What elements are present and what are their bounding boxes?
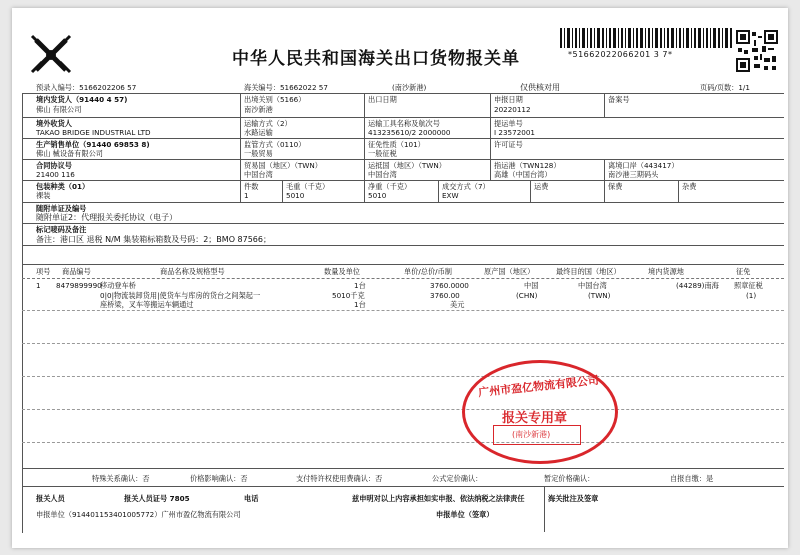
goods-duty-code: (1) [746, 291, 757, 300]
col-rule [604, 180, 605, 202]
page-number: 页码/页数：1/1 [700, 83, 750, 92]
goods-col-qty: 数量及单位 [324, 267, 360, 276]
goods-origin: 中国 [524, 281, 539, 290]
declare-date-label: 申报日期 [494, 95, 523, 104]
transport-mode-value: 水路运输 [244, 128, 273, 137]
verify-note: 仅供核对用 [520, 83, 560, 92]
goods-col-origin: 原产国（地区） [484, 267, 535, 276]
pieces-label: 件数 [244, 182, 259, 191]
temp-price-confirm: 暂定价格确认： [544, 474, 595, 483]
net-weight-label: 净重（千克） [368, 182, 412, 191]
license-label: 许可证号 [494, 140, 523, 149]
trade-country-label: 贸易国（地区）（TWN） [244, 161, 322, 170]
goods-qty-line: 1台 [354, 281, 366, 290]
dest-port-value: 高雄（中国台湾） [494, 170, 552, 179]
col-rule [438, 180, 439, 202]
marks-value: 备注：港口区 退税 N/M 集装箱标箱数及号码：2；BMO 87566； [36, 235, 271, 244]
barcode-text: *51662022066201 3 7* [568, 50, 673, 59]
pieces-value: 1 [244, 191, 249, 200]
col-rule [240, 93, 241, 202]
dest-port-label: 指运港（TWN128） [494, 161, 561, 170]
goods-price-line: 3760.0000 [430, 281, 469, 290]
exporter-label: 境内发货人（91440 4 57) [36, 95, 128, 104]
col-rule [490, 93, 491, 181]
goods-code: 8479899990 [56, 281, 102, 290]
royalty-confirm: 支付特许权使用费确认：否 [296, 474, 383, 483]
col-rule [282, 180, 283, 202]
goods-dest: 中国台湾 [578, 281, 607, 290]
misc-fee-label: 杂费 [682, 182, 697, 191]
col-rule [604, 93, 605, 117]
docs-value: 随附单证2：代理报关委托协议（电子） [36, 213, 178, 222]
levy-label: 征免性质（101） [368, 140, 425, 149]
net-weight-value: 5010 [368, 191, 387, 200]
record-no-label: 备案号 [608, 95, 630, 104]
bill-no-value: I 23572001 [494, 128, 535, 137]
deal-mode-value: EXW [442, 191, 459, 200]
goods-col-name: 商品名称及规格型号 [160, 267, 225, 276]
pre-entry-number: 预录入编号：5166202206 57 [36, 83, 137, 92]
phone-label: 电话 [244, 494, 259, 503]
exit-customs-value: 南沙新港 [244, 105, 273, 114]
levy-value: 一般征税 [368, 149, 397, 158]
rule [22, 245, 784, 246]
goods-row-rule [22, 376, 784, 377]
col-rule [604, 159, 605, 180]
goods-qty-line: 1台 [354, 300, 366, 309]
goods-col-duty: 征免 [736, 267, 751, 276]
col-rule [678, 180, 679, 202]
goods-item-no: 1 [36, 281, 41, 290]
col-rule [544, 486, 545, 532]
declarant-label: 报关人员 [36, 494, 65, 503]
dest-country-label: 运抵国（地区）（TWN） [368, 161, 446, 170]
seal-text: 报关专用章 [502, 411, 568, 426]
special-relation-confirm: 特殊关系确认：否 [92, 474, 150, 483]
exit-port-label: 离境口岸（443417） [608, 161, 679, 170]
deal-mode-label: 成交方式（7） [442, 182, 490, 191]
package-label: 包装种类（01） [36, 182, 90, 191]
goods-col-dest: 最终目的国（地区） [556, 267, 621, 276]
customs-emblem-icon [28, 34, 74, 76]
insurance-label: 保费 [608, 182, 623, 191]
qr-code [736, 30, 778, 72]
goods-col-code: 商品编号 [62, 267, 91, 276]
dest-country-value: 中国台湾 [368, 170, 397, 179]
goods-row-rule [22, 310, 784, 311]
goods-header-rule [22, 278, 784, 279]
contract-label: 合同协议号 [36, 161, 72, 170]
exit-customs-label: 出境关别（5166） [244, 95, 306, 104]
rule [22, 180, 784, 181]
gross-weight-label: 毛重（千克） [286, 182, 330, 191]
customs-note-label: 海关批注及签章 [548, 494, 599, 503]
goods-row-rule [22, 343, 784, 344]
col-rule [530, 180, 531, 202]
transport-mode-label: 运输方式（2） [244, 119, 292, 128]
goods-price-line: 美元 [450, 300, 465, 309]
customs-port: (南沙新港) [392, 83, 427, 92]
consignee-value: TAKAO BRIDGE INDUSTRIAL LTD [36, 128, 151, 137]
rule [22, 138, 784, 139]
exporter-value: 佛山 有限公司 [36, 105, 82, 114]
consignee-label: 境外收货人 [36, 119, 72, 128]
rule [22, 468, 784, 469]
seal-company-name: 广州市盈亿物流有限公司 [477, 373, 600, 400]
supervision-label: 监管方式（0110） [244, 140, 306, 149]
agent: 申报单位（914401153401005772）广州市盈亿物流有限公司 [36, 510, 241, 519]
goods-price-line: 3760.00 [430, 291, 460, 300]
outer-left [22, 93, 23, 533]
vessel-label: 运输工具名称及航次号 [368, 119, 440, 128]
producer-value: 佛山 械设备有限公司 [36, 149, 103, 158]
goods-source: (44289)南海 [676, 281, 719, 290]
goods-row-rule [22, 409, 784, 410]
rule [22, 223, 784, 224]
goods-spec-line: 座桥梁，叉车等搬运车辆通过 [100, 300, 194, 309]
trade-country-value: 中国台湾 [244, 170, 273, 179]
bill-no-label: 提运单号 [494, 119, 523, 128]
export-date-label: 出口日期 [368, 95, 397, 104]
goods-spec-line: 0|0|物流装卸货用|使货车与库房的货台之间架起一 [100, 291, 261, 300]
contract-value: 21400 116 [36, 170, 75, 179]
rule [22, 486, 784, 487]
goods-dest-code: (TWN) [588, 291, 611, 300]
vessel-value: 413235610/2 2000000 [368, 128, 451, 137]
marks-label: 标记唛码及备注 [36, 225, 87, 234]
docs-label: 随附单证及编号 [36, 204, 87, 213]
declare-date-value: 20220112 [494, 105, 531, 114]
seal-subtext: (南沙新港) [512, 430, 551, 439]
exit-port-value: 南沙港三期码头 [608, 170, 659, 179]
rule [22, 264, 784, 265]
goods-col-item: 项号 [36, 267, 51, 276]
col-rule [364, 93, 365, 202]
gross-weight-value: 5010 [286, 191, 305, 200]
package-value: 裸装 [36, 191, 51, 200]
barcode [560, 28, 732, 48]
rule [22, 202, 784, 203]
rule [22, 159, 784, 160]
freight-label: 运费 [534, 182, 549, 191]
goods-row-rule [22, 442, 784, 443]
document-title: 中华人民共和国海关出口货物报关单 [232, 49, 520, 69]
rule [22, 93, 784, 94]
rule [22, 117, 784, 118]
goods-name: 移动登车桥 [100, 281, 136, 290]
goods-duty: 照章征税 [734, 281, 763, 290]
goods-col-source: 境内货源地 [648, 267, 684, 276]
formula-price-confirm: 公式定价确认： [432, 474, 483, 483]
agent-sign: 申报单位（签章） [436, 510, 494, 519]
goods-qty-line: 5010千克 [332, 291, 365, 300]
price-impact-confirm: 价格影响确认：否 [190, 474, 248, 483]
statement: 兹申明对以上内容承担如实申报、依法纳税之法律责任 [352, 494, 525, 503]
customs-number: 海关编号：51662022 57 [244, 83, 328, 92]
goods-origin-code: (CHN) [516, 291, 538, 300]
declarant-no: 报关人员证号 7805 [124, 494, 190, 503]
supervision-value: 一般贸易 [244, 149, 273, 158]
self-report: 自报自缴：是 [670, 474, 714, 483]
goods-col-price: 单价/总价/币制 [404, 267, 452, 276]
producer-label: 生产销售单位（91440 69853 8) [36, 140, 150, 149]
